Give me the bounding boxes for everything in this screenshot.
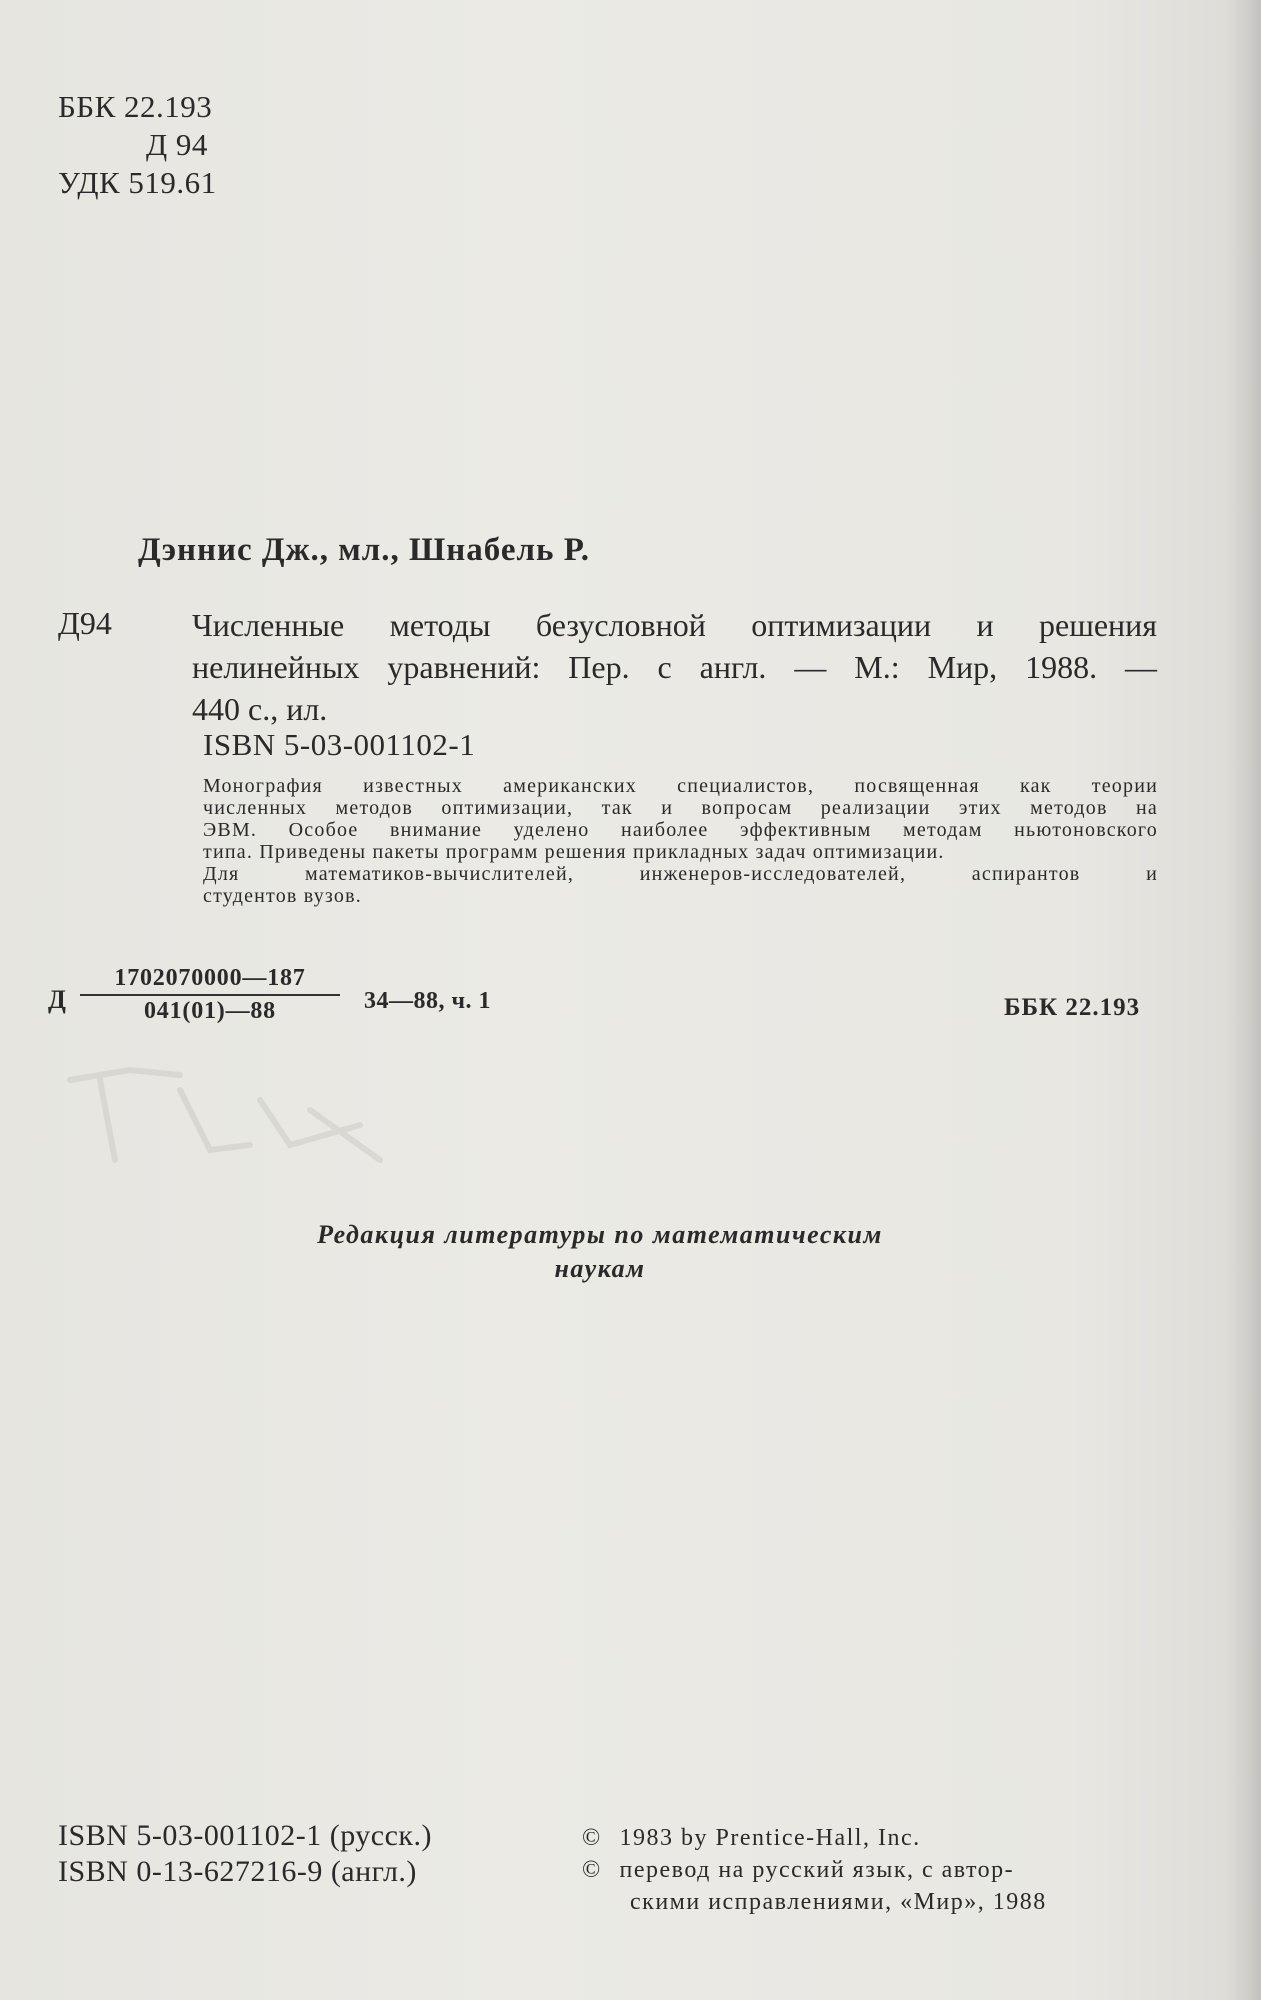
abstract xyxy=(203,775,1158,907)
publisher-code-fraction xyxy=(80,965,340,1025)
publisher-code-denominator: 041(01)—88 xyxy=(144,998,276,1024)
bbk-code-right: ББК 22.193 xyxy=(1004,994,1141,1021)
isbn-list xyxy=(58,1818,432,1890)
order-number: 34—88, ч. 1 xyxy=(364,988,492,1014)
abstract-line: Для математиков-вычислителей, инженеров-исследователей, аспирантов и xyxy=(203,863,1158,885)
isbn-english: ISBN 0-13-627216-9 (англ.) xyxy=(58,1855,417,1888)
editorial-line-2: наукам xyxy=(554,1254,646,1283)
copyright-block xyxy=(582,1822,1047,1918)
abstract-line: ЭВМ. Особое внимание уделено наиболее эффективным методам ньютоновского xyxy=(203,819,1158,841)
udc-code: УДК 519.61 xyxy=(58,165,217,200)
publisher-code-numerator: 1702070000—187 xyxy=(80,965,340,996)
abstract-line: численных методов оптимизации, так и вопросам реализации этих методов на xyxy=(203,797,1158,819)
author-mark: Д 94 xyxy=(146,127,208,162)
copyright-translation: перевод на русский язык, с автор- xyxy=(619,1857,1015,1883)
description-line: 440 с., ил. xyxy=(192,691,328,727)
copyright-icon: © xyxy=(582,1825,602,1851)
copyright-translation-cont: скими исправлениями, «Мир», 1988 xyxy=(630,1889,1047,1915)
isbn-russian: ISBN 5-03-001102-1 (русск.) xyxy=(58,1819,432,1852)
copyright-original: 1983 by Prentice-Hall, Inc. xyxy=(619,1825,921,1851)
classification-block xyxy=(58,88,217,202)
authors-line: Дэннис Дж., мл., Шнабель Р. xyxy=(138,532,590,568)
isbn-main: ISBN 5-03-001102-1 xyxy=(203,727,476,762)
publisher-code-letter: Д xyxy=(48,985,66,1014)
editorial-line-1: Редакция литературы по математическим xyxy=(317,1220,883,1249)
editorial-note xyxy=(200,1218,1000,1286)
abstract-line: Монография известных американских специалистов, посвященная как теории xyxy=(203,775,1158,797)
book-description xyxy=(192,604,1157,730)
page-fold-shadow xyxy=(1225,0,1261,2000)
bbk-code: ББК 22.193 xyxy=(58,89,213,124)
catalog-code: Д94 xyxy=(58,605,112,641)
description-line: Численные методы безусловной оптимизации и решения xyxy=(192,607,1157,643)
embossed-stamp-mark xyxy=(60,1050,420,1170)
description-line: нелинейных уравнений: Пер. с англ. — М.: Мир, 1988. — xyxy=(192,649,1157,685)
abstract-line: студентов вузов. xyxy=(203,885,362,907)
abstract-line: типа. Приведены пакеты программ решения прикладных задач оптимизации. xyxy=(203,841,945,863)
copyright-icon: © xyxy=(582,1857,602,1883)
